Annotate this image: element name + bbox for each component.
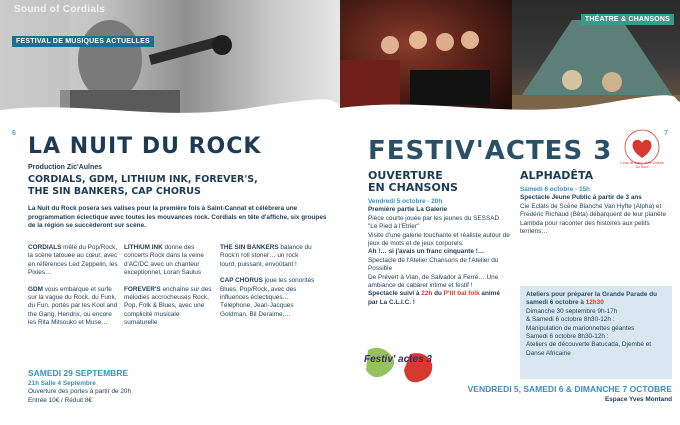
ateliers-line-2: & Samedi 6 octobre 8h30-12h : xyxy=(526,316,615,324)
footer-place: Espace Yves Montand xyxy=(604,396,672,403)
band-desc-cordials: CORDIALS mêle du Pop/Rock, la scène tatouée au cœur, avec en références Led Zeppelin, les Pixies… xyxy=(28,244,118,277)
alpha-sub: Spectacle Jeune Public à partir de 3 ans xyxy=(520,194,642,202)
event-time-place: 21h Salle 4 Septembre xyxy=(28,380,96,387)
bands-column-1 xyxy=(28,244,118,336)
alpha-text: Cie Eclats de Scène Blanche Van Hyfte (Alpha) et Frédéric Richaud (Bêta) débarquent de leur planète Lambda pour raconter des histoires aux petits terriens… xyxy=(520,202,667,236)
first-part-text-2: Visite d'une galerie touchante et réaliste autour de jeux de mots et de jeux corporels. xyxy=(368,231,510,248)
alphadeta-details xyxy=(520,186,672,236)
page-title: LA NUIT DU ROCK xyxy=(28,134,262,159)
page-number: 6 xyxy=(12,130,16,137)
ateliers-line-1: Dimanche 30 septembre 9h-17h xyxy=(526,307,618,315)
band-desc-gdm: GDM vous embarque et surfe sur la vague du Rock, du Funk, du Fun, portés par les Kool and the Gang, Hendrix, ou encore les Rita Mitsouko et Muse… xyxy=(28,285,118,327)
friday-date: Vendredi 5 octobre - 20h xyxy=(368,198,443,205)
page-number: 7 xyxy=(664,130,668,137)
ateliers-line-4: Samedi 6 octobre 8h30-12h : xyxy=(526,333,609,341)
bands-column-3 xyxy=(220,244,316,327)
band-desc-cap-chorus: CAP CHORUS joue les sonorités Blues, Pop/Rock, avec des influences éclectiques… Téléphone, Jean-Jacques Goldman, Bil Deraime,… xyxy=(220,277,315,318)
intro-paragraph: La Nuit du Rock posera ses valises pour la première fois à Saint-Cannat et célèbrera une programmation éclectique avec toutes les mouvances rock. Cordials en tête d'affiche, six groupes de la région se succèderont sur scène. xyxy=(28,205,327,230)
section-title-alphadeta: ALPHADÊTA xyxy=(520,169,594,182)
festivactes-logo xyxy=(360,340,440,390)
ateliers-line-3: Manipulation de marionnettes géantes xyxy=(526,324,635,332)
footer-dates: VENDREDI 5, SAMEDI 6 & DIMANCHE 7 OCTOBRE xyxy=(467,384,672,394)
band-list xyxy=(28,174,258,198)
doors-opening: Ouverture des portes à partir de 20h xyxy=(28,388,132,396)
first-part-title: Première partie La Galerie xyxy=(368,206,448,214)
logo-text: Sound of Cordials xyxy=(14,4,106,15)
stamp-text: Coup de cœur Vivre Culture Au Nord xyxy=(620,161,664,169)
production-credit: Production Zic'Aulnes xyxy=(28,164,103,171)
ah-title: Ah !… si j'avais un franc cinquante !… xyxy=(368,248,485,256)
wave-divider-right xyxy=(340,90,680,130)
band-list-line-1: CORDIALS, GDM, LITHIUM INK, FOREVER'S, xyxy=(28,174,258,185)
band-desc-forevers: FOREVER'S enchaîne sur des mélodies accrocheuses Rock, Pop, Folk & Blues, avec une complicité musicale surnaturelle xyxy=(124,285,212,327)
bal-folk-line: Spectacle suivi à 22h du P'tit bal folk animé par La C.L.I.C. ! xyxy=(368,290,500,306)
ah-text-2: De Prévert à Vian, de Salvador à Ferré… Une ambiance de cabaret intime et festif ! xyxy=(368,273,499,290)
first-part-text: Pièce courte jouée par les jeunes du SESSAD "Le Pied à l'Etrier" xyxy=(368,214,500,231)
festivactes-logo-graphic xyxy=(360,340,440,390)
festivactes-logo-text: Festiv' actes 3 xyxy=(364,354,432,365)
band-desc-sin-bankers: THE SIN BANKERS balance du Rock'n roll stoner… un rock lourd, puissant, envoûtant ! xyxy=(220,244,312,268)
wave-divider xyxy=(0,96,340,136)
event-date: SAMEDI 29 SEPTEMBRE xyxy=(28,368,129,378)
section-title-line-2: EN CHANSONS xyxy=(368,181,458,194)
section-title-ouverture xyxy=(368,170,458,194)
coup-de-coeur-stamp xyxy=(620,128,664,169)
ateliers-box xyxy=(520,286,672,379)
bands-column-2 xyxy=(124,244,214,336)
festival-band-label: FESTIVAL DE MUSIQUES ACTUELLES xyxy=(12,36,154,47)
ateliers-title: Ateliers pour préparer la Grande Parade du samedi 6 octobre à 12h30 xyxy=(526,291,658,307)
ah-text: Spectacle de l'Atelier Chansons de l'Atelier du Possible xyxy=(368,256,499,273)
right-page xyxy=(340,0,680,425)
ouverture-details xyxy=(368,198,510,307)
band-list-line-2: THE SIN BANKERS, CAP CHORUS xyxy=(28,186,201,197)
theatre-band-label: THÉATRE & CHANSONS xyxy=(581,14,674,25)
section-title-line-1: OUVERTURE xyxy=(368,169,443,182)
event-details xyxy=(28,380,131,405)
ateliers-line-5: Ateliers de découverte Batucada, Djembé et Danse Africaine xyxy=(526,341,652,357)
ticket-price: Entrée 10€ / Réduit 8€ xyxy=(28,396,92,404)
alpha-date: Samedi 6 octobre - 15h xyxy=(520,186,590,193)
page-title: FESTIV'ACTES 3 xyxy=(368,136,613,166)
band-desc-lithium-ink: LITHIUM INK donne des concerts Rock dans la veine d'AC/DC avec un chanteur exceptionnel, Loran Saulus xyxy=(124,244,204,277)
